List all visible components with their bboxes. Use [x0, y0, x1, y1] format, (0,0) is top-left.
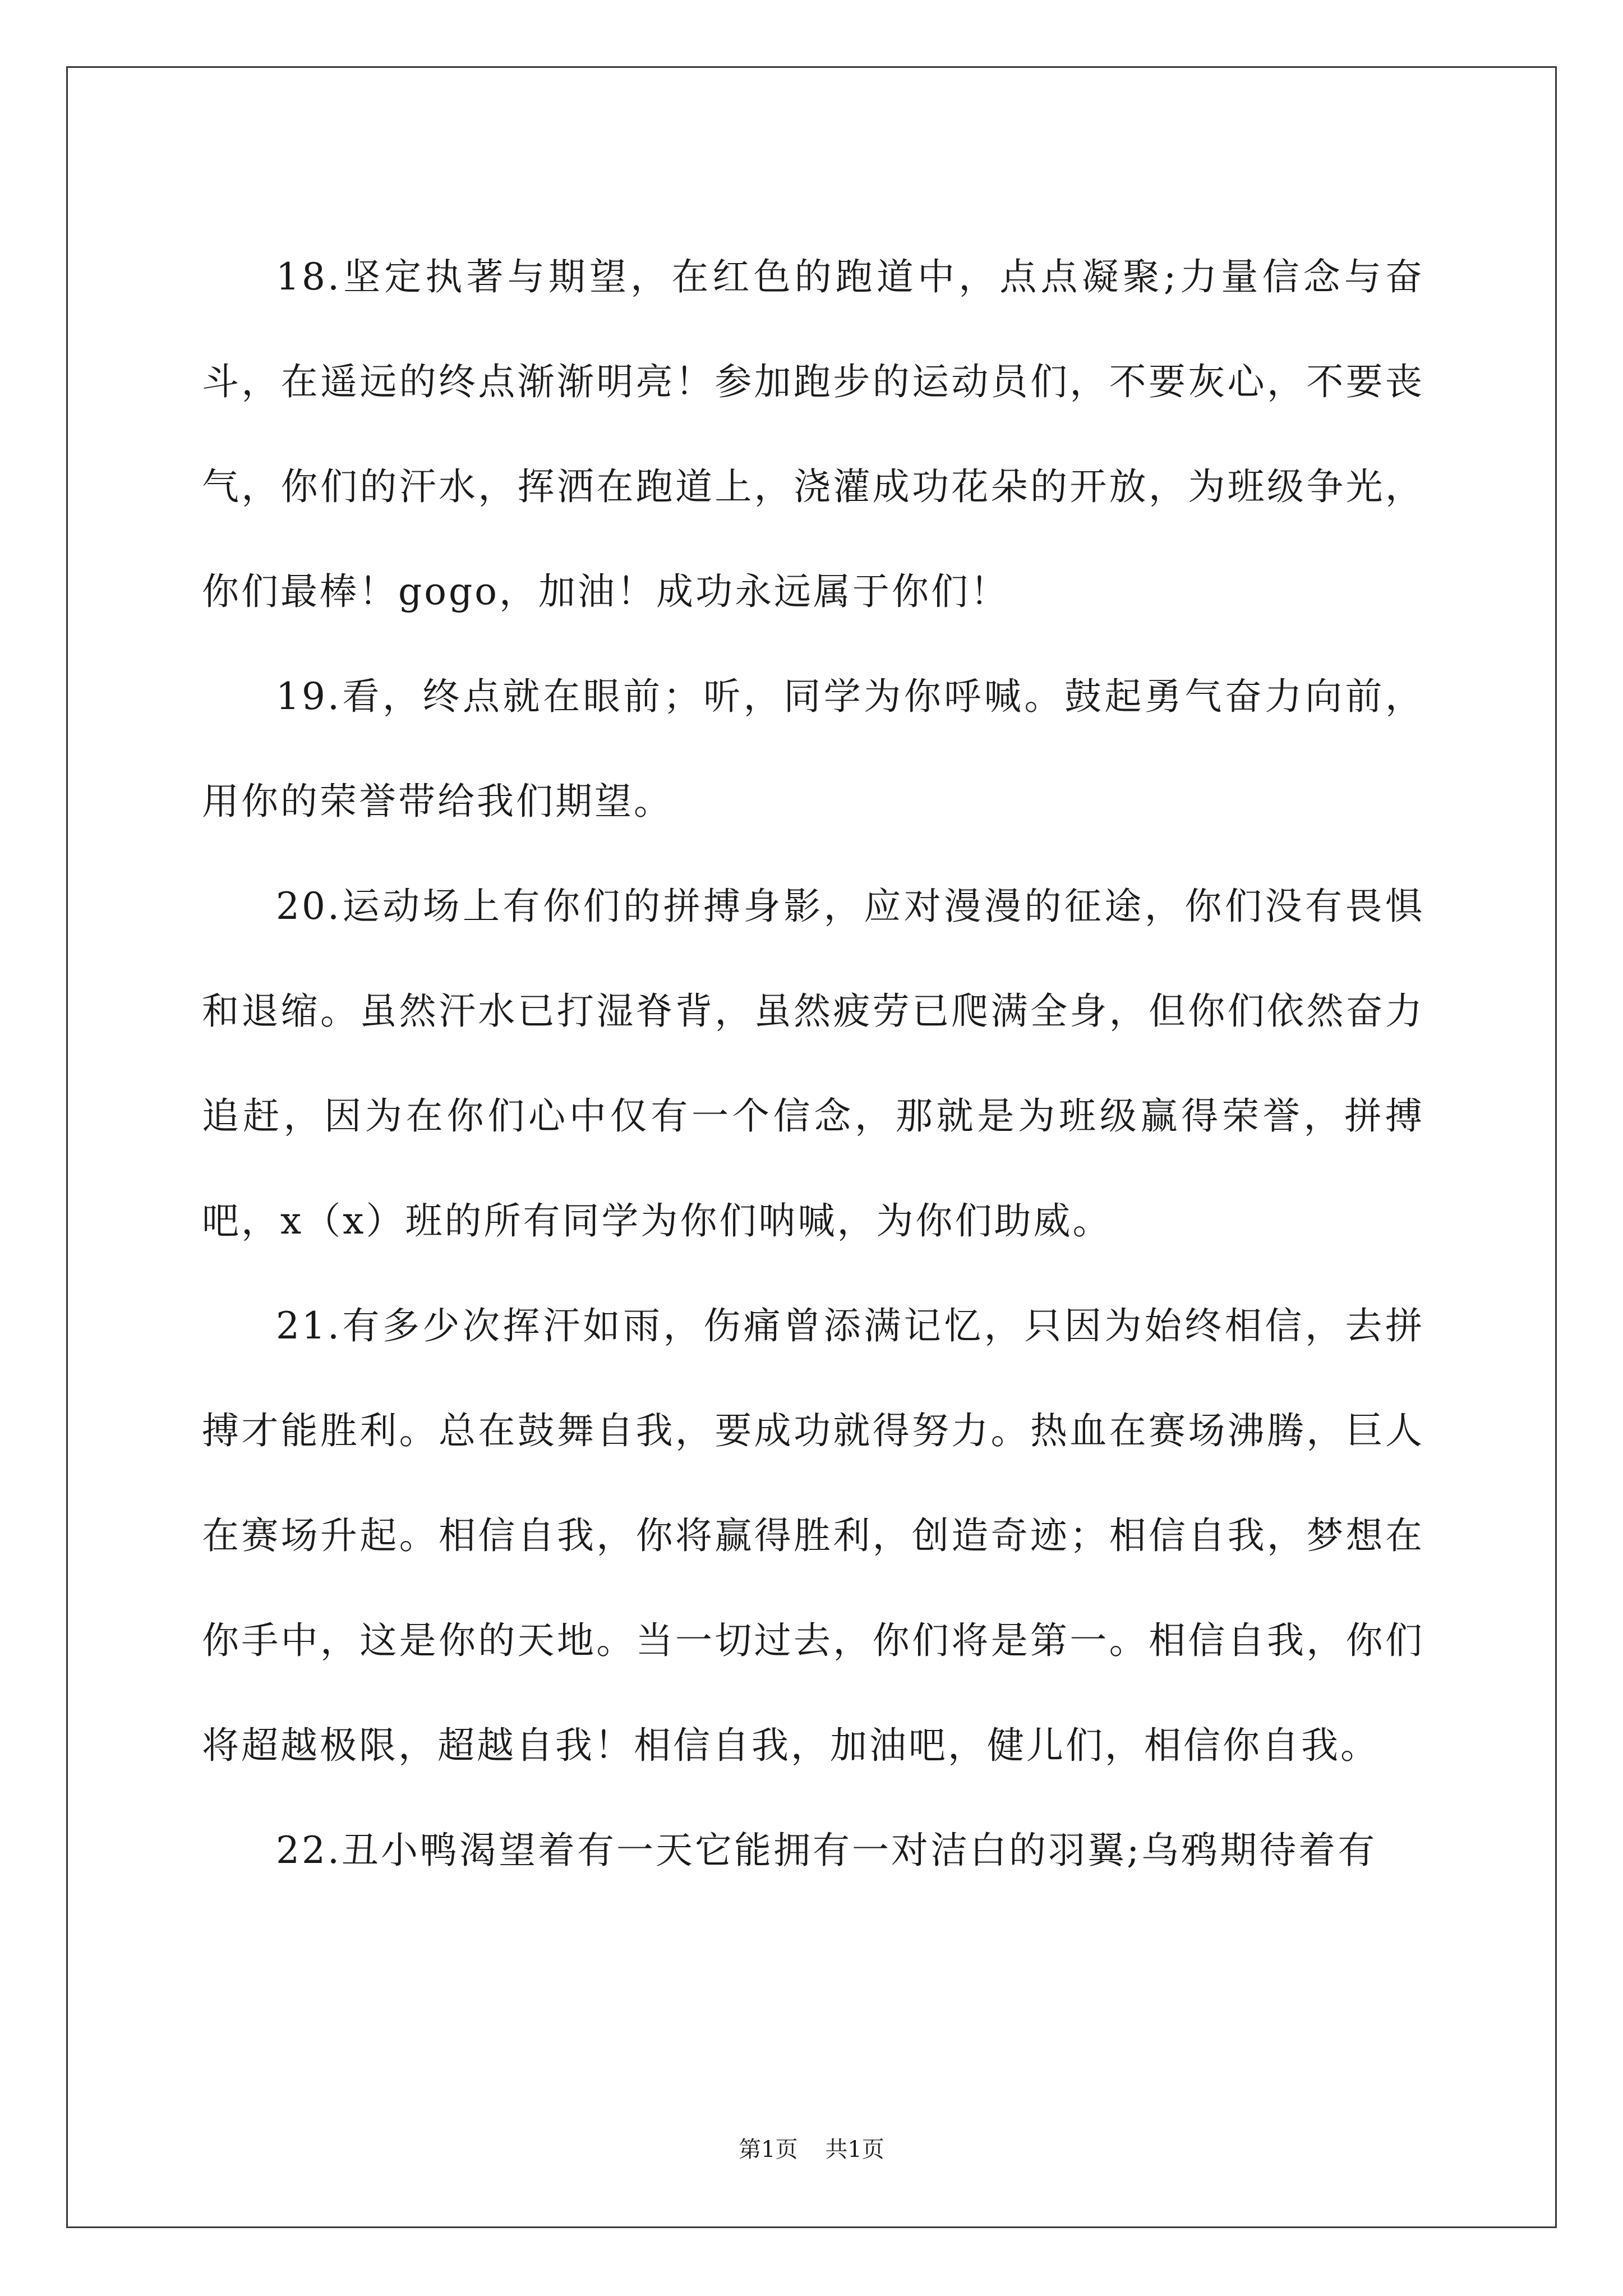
- paragraph-19: 19.看，终点就在眼前；听，同学为你呼喊。鼓起勇气奋力向前，用你的荣誉带给我们期望。: [202, 675, 1424, 823]
- paragraph-22: 22.丑小鸭渴望着有一天它能拥有一对洁白的羽翼;乌鸦期待着有: [276, 1829, 1377, 1872]
- page-total: 共1页: [825, 2137, 884, 2162]
- paragraph-18: 18.坚定执著与期望，在红色的跑道中，点点凝聚;力量信念与奋斗，在遥远的终点渐渐明亮！参加跑步的运动员们，不要灰心，不要丧气，你们的汗水，挥洒在跑道上，浇灌成功花朵的开放，为班级争光，你们最棒！gogo，加油！成功永远属于你们！: [202, 255, 1424, 613]
- paragraph-21: 21.有多少次挥汗如雨，伤痛曾添满记忆，只因为始终相信，去拼搏才能胜利。总在鼓舞自我，要成功就得努力。热血在赛场沸腾，巨人在赛场升起。相信自我，你将赢得胜利，创造奇迹；相信自我，梦想在你手中，这是你的天地。当一切过去，你们将是第一。相信自我，你们将超越极限，超越自我！相信自我，加油吧，健儿们，相信你自我。: [202, 1304, 1424, 1767]
- page-number: 第1页: [739, 2137, 798, 2162]
- document-body: [202, 224, 1424, 2098]
- page-footer: [0, 2132, 1623, 2164]
- paragraph-20: 20.运动场上有你们的拼搏身影，应对漫漫的征途，你们没有畏惧和退缩。虽然汗水已打湿脊背，虽然疲劳已爬满全身，但你们依然奋力追赶，因为在你们心中仅有一个信念，那就是为班级赢得荣誉，拼搏吧，x（x）班的所有同学为你们呐喊，为你们助威。: [202, 885, 1424, 1243]
